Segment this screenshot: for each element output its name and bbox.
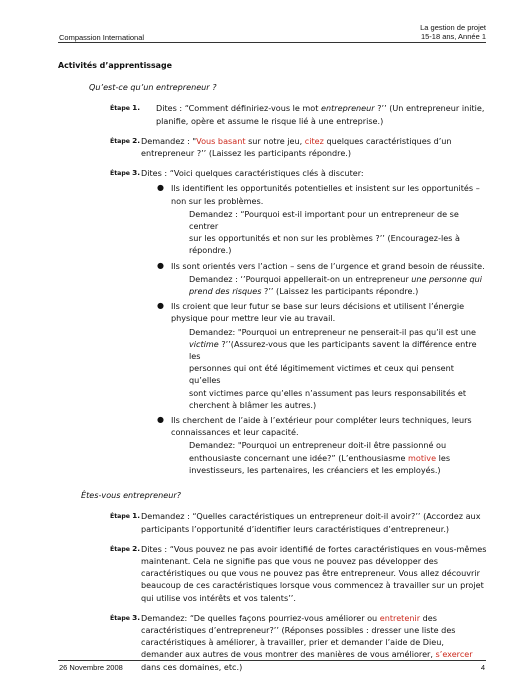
highlighted-text: s’exercer	[435, 649, 473, 660]
header-divider	[58, 42, 486, 43]
step-label: Étape 1.	[110, 511, 141, 521]
bullet-item: ● Ils identifient les opportunités potentielles et insistent sur les opportunités – non sur les problèmes.	[157, 183, 480, 206]
step-label: Étape 3.	[110, 168, 141, 178]
part1-step2: Étape 2. Demandez : "Vous basant sur notre jeu, citez quelques caractéristiques d’un entrepreneur ?’’ (Laissez les participants répondre.)	[110, 135, 452, 159]
bullet-question: Demandez: "Pourquoi un entrepreneur ne penserait-il pas qu’il est une victime ?’’(Assurez-vous que les participants savent la différence entre les personnes qui ont été légitimement victimes et ceux qui pensent qu’elles sont victimes parce qu’elles n’assument pas leurs responsabilités et cherchent à blâmer les autres.)	[189, 326, 477, 410]
section-title: Activités d’apprentissage	[58, 61, 172, 70]
highlighted-text: motive	[408, 452, 437, 463]
header-organization: Compassion International	[59, 33, 145, 42]
highlighted-text: Vous basant	[196, 135, 246, 146]
page-number: 4	[480, 663, 485, 672]
step-label: Étape 2.	[110, 135, 141, 145]
part2-subtitle: Êtes-vous entrepreneur?	[81, 490, 181, 501]
header-course-level: 15-18 ans, Année 1	[420, 32, 486, 41]
bullet-item: ● Ils croient que leur futur se base sur leurs décisions et utilisent l’énergie physique pour mettre leur vie au travail.	[157, 301, 465, 324]
bullet-question: Demandez : “Pourquoi est-il important pour un entrepreneur de se centrer sur les opportunités et non sur les problèmes ?’’ (Encouragez-les à répondre.)	[189, 208, 460, 256]
footer-divider	[58, 660, 486, 661]
step-label: Étape 2.	[110, 543, 141, 553]
bullet-question: Demandez : ‘’Pourquoi appellerait-on un entrepreneur une personne qui prend des risques ?’’ (Laissez les participants répondre.)	[189, 273, 483, 297]
highlighted-text: citez	[304, 135, 324, 146]
bullet-item: ● Ils cherchent de l’aide à l’extérieur pour compléter leurs techniques, leurs connaissances et leur capacité.	[157, 415, 472, 438]
header-course-info	[420, 23, 486, 41]
step-label: Étape 3.	[110, 612, 141, 622]
part1-step3: Étape 3. Dites : “Voici quelques caractéristiques clés à discuter:	[58, 167, 488, 179]
header-course-title: La gestion de projet	[420, 23, 486, 32]
part2-step2: Étape 2. Dites : “Vous pouvez ne pas avoir identifié de fortes caractéristiques en vous-mêmes maintenant. Cela ne signifie pas que vous ne pouvez pas développer des caractéristiques ou que vous ne pouvez pas être entrepreneur. Vous allez découvrir beaucoup de ces caractéristiques lorsque vous commencez à travailler sur un projet qui utilise vos intérêts et vos talents’’.	[110, 543, 487, 603]
step-label: Étape 1.	[110, 103, 141, 113]
bullet-icon: ●	[157, 415, 164, 425]
part1-step1: Étape 1. Dites : “Comment définiriez-vous le mot entrepreneur ?’’ (Un entrepreneur initie, planifie, opère et assume le risque lié à une entreprise.)	[110, 103, 485, 126]
highlighted-text: entretenir	[379, 612, 421, 623]
document-body	[58, 60, 488, 681]
footer-date: 26 Novembre 2008	[59, 663, 123, 672]
part1-subtitle: Qu’est-ce qu’un entrepreneur ?	[89, 82, 217, 93]
bullet-icon: ●	[157, 183, 164, 193]
bullet-question: Demandez: "Pourquoi un entrepreneur doit-il être passionné ou enthousiaste concernant une idée?” (L’enthousiasme motive les investisseurs, les partenaires, les créanciers et les employés.)	[189, 440, 451, 475]
part2-step1: Étape 1. Demandez : “Quelles caractéristiques un entrepreneur doit-il avoir?’’ (Accordez aux participants l’opportunité d’identifier leurs caractéristiques d’entrepreneur.)	[110, 511, 481, 534]
bullet-icon: ●	[157, 301, 164, 311]
bullet-icon: ●	[157, 260, 164, 270]
step-text: Dites : “Comment définiriez-vous le mot	[156, 103, 322, 114]
part2-step3: Étape 3. Demandez: “De quelles façons pourriez-vous améliorer ou entretenir des caractéristiques d’entrepreneur?’’ (Réponses possibles : dresser une liste des caractéristiques à améliorer, à travailler, prier et demander l’aide de Dieu, demander aux autres de vous montrer des manières de vous améliorer, s’exercer dans ces domaines, etc.)	[110, 612, 473, 672]
bullet-item: ● Ils sont orientés vers l’action – sens de l’urgence et grand besoin de réussite.	[157, 260, 485, 271]
